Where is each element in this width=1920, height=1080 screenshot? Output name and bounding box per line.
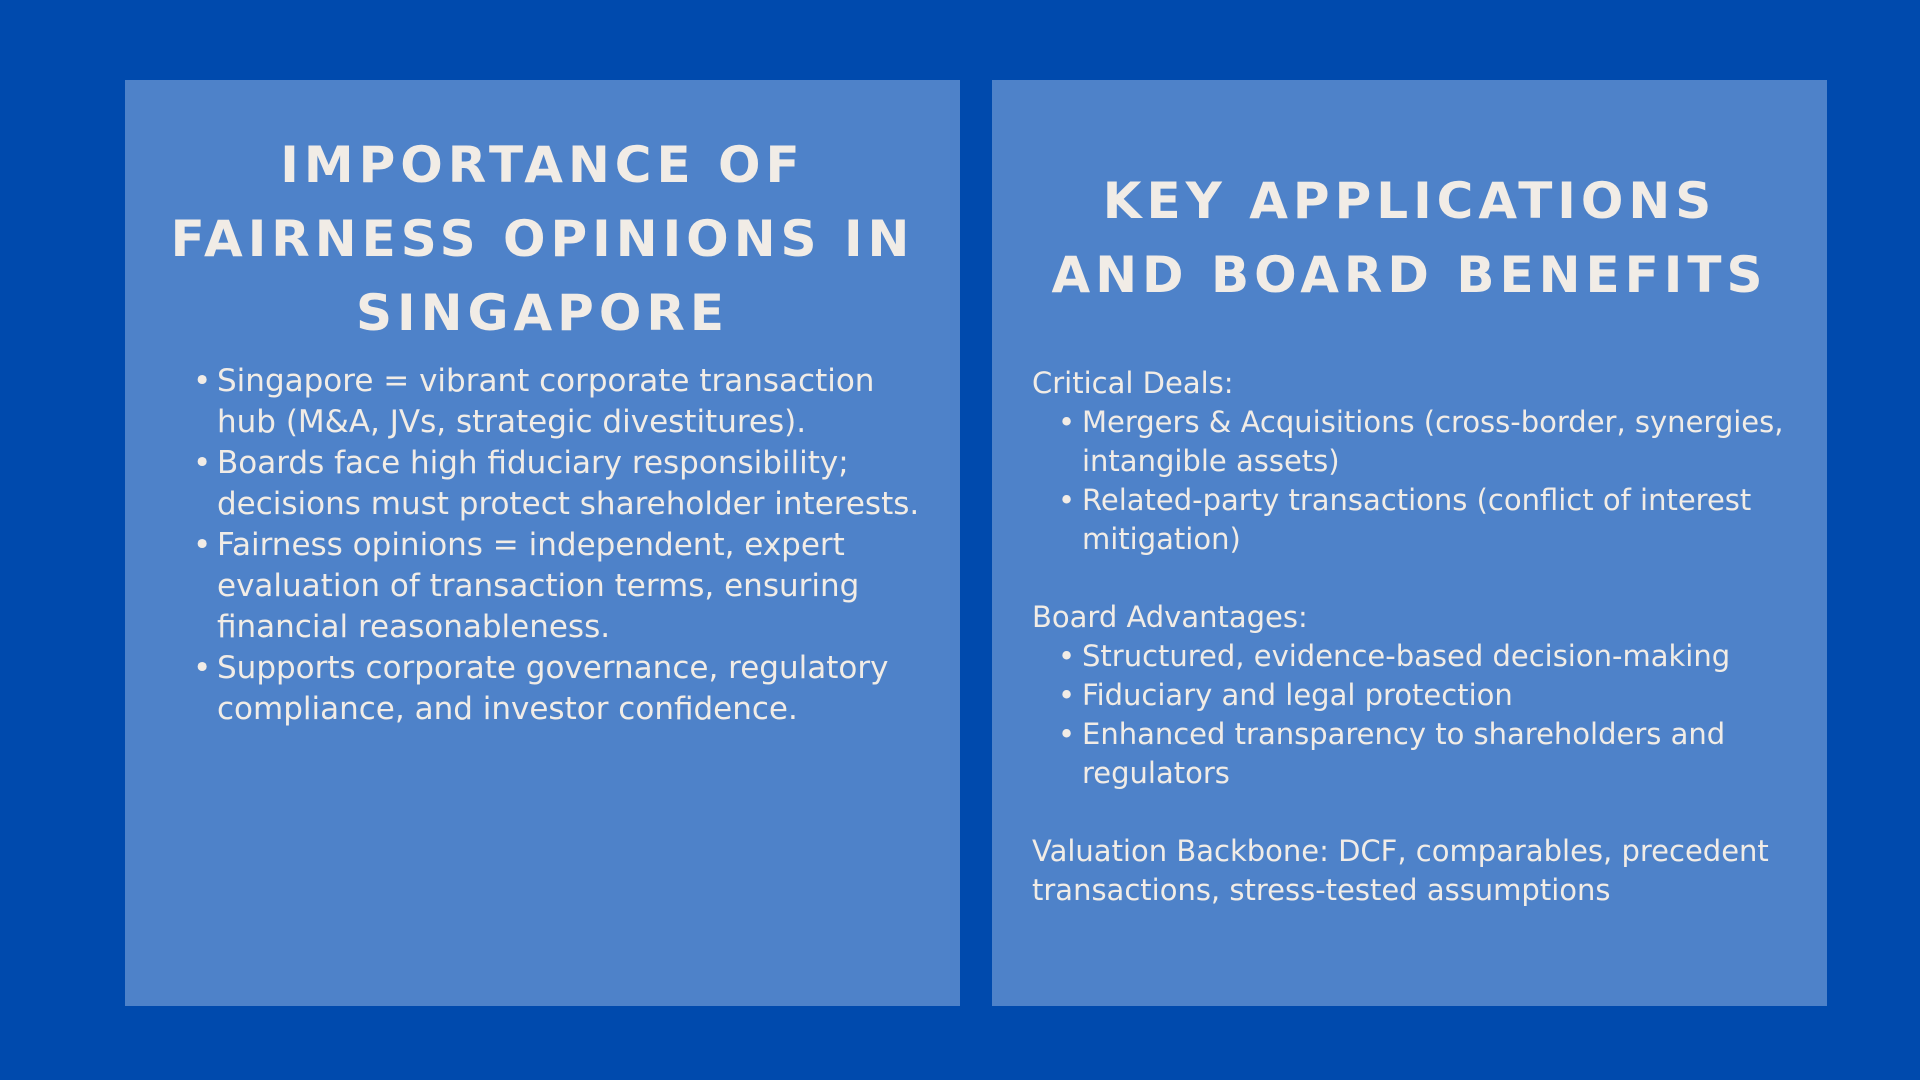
applications-panel: [992, 80, 1827, 1006]
valuation-backbone-text: Valuation Backbone: DCF, comparables, precedent transactions, stress-tested assumptions: [1032, 834, 1769, 907]
importance-bullet-list: [193, 361, 933, 730]
board-advantage-item: • Fiduciary and legal protection: [1058, 676, 1802, 715]
applications-body: [1032, 364, 1802, 910]
importance-body: [193, 361, 933, 730]
importance-panel: [125, 80, 960, 1006]
board-advantage-item: • Structured, evidence-based decision-making: [1058, 637, 1802, 676]
board-advantages-label: Board Advantages:: [1032, 600, 1308, 634]
importance-bullet: • Fairness opinions = independent, expert evaluation of transaction terms, ensuring financial reasonableness.: [193, 525, 933, 648]
critical-deals-list: [1058, 403, 1802, 559]
critical-deals-label: Critical Deals:: [1032, 366, 1234, 400]
importance-bullet: • Supports corporate governance, regulatory compliance, and investor confidence.: [193, 648, 933, 730]
critical-deal-item: • Related-party transactions (conflict of interest mitigation): [1058, 481, 1802, 559]
board-advantage-item: • Enhanced transparency to shareholders and regulators: [1058, 715, 1802, 793]
importance-bullet: • Boards face high fiduciary responsibility; decisions must protect shareholder interests.: [193, 443, 933, 525]
board-advantages-list: [1058, 637, 1802, 793]
spacer: [1032, 793, 1802, 832]
applications-heading: KEY APPLICATIONS AND BOARD BENEFITS: [1051, 172, 1768, 304]
spacer: [1032, 559, 1802, 598]
critical-deal-item: • Mergers & Acquisitions (cross-border, synergies, intangible assets): [1058, 403, 1802, 481]
importance-heading: IMPORTANCE OF FAIRNESS OPINIONS IN SINGAPORE: [170, 136, 915, 342]
importance-bullet: • Singapore = vibrant corporate transaction hub (M&A, JVs, strategic divestitures).: [193, 361, 933, 443]
